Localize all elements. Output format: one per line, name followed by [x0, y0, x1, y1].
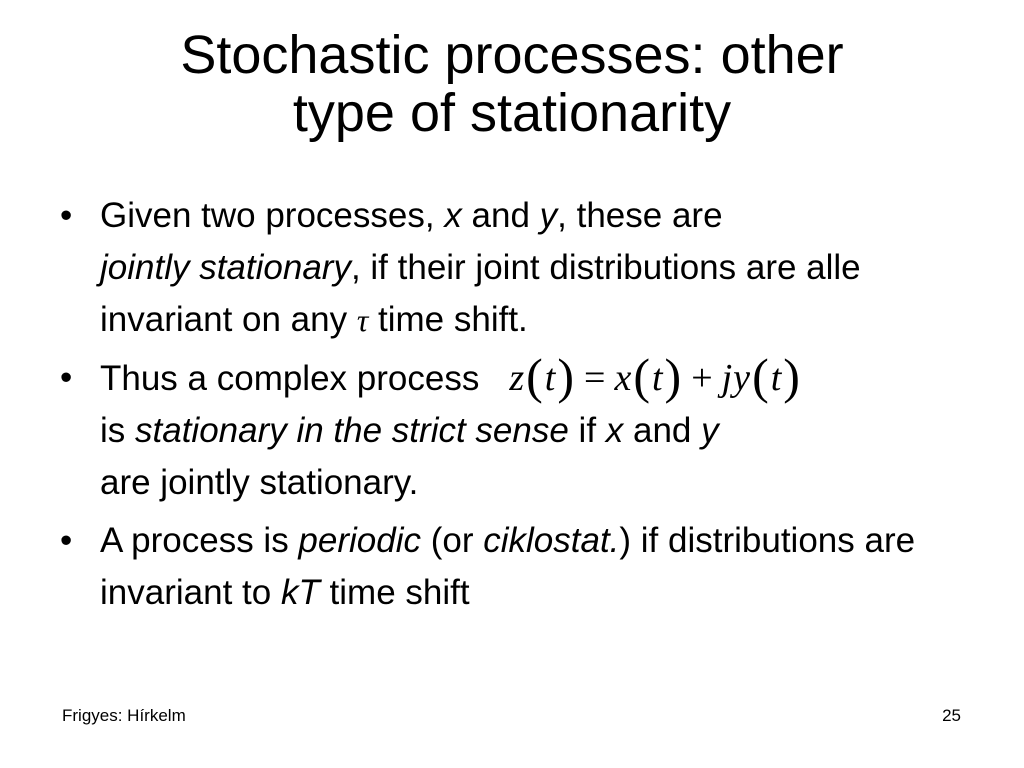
bullet-icon: •	[60, 521, 73, 560]
footer-author: Frigyes: Hírkelm	[62, 706, 186, 725]
text-segment: time shift	[319, 573, 470, 612]
title-line-2: type of stationarity	[292, 83, 732, 143]
bullet-icon: •	[60, 196, 73, 235]
text-segment: time shift.	[368, 300, 528, 339]
title-line-1: Stochastic processes: other	[180, 25, 844, 85]
text-segment: if	[568, 411, 606, 450]
slide-title	[60, 26, 964, 142]
var-tau: τ	[356, 302, 369, 338]
bullet-item-complex-process	[58, 348, 958, 509]
equation-complex-process	[509, 348, 802, 404]
eq-t: t	[544, 357, 557, 399]
text-segment: and	[623, 411, 702, 450]
var-kt: kT	[280, 573, 320, 612]
eq-jy: jy	[721, 357, 752, 399]
eq-paren: (	[633, 348, 651, 404]
eq-paren: )	[783, 348, 801, 404]
term-jointly-stationary: jointly stationary	[100, 248, 351, 287]
eq-paren: )	[664, 348, 683, 404]
var-y: y	[701, 411, 719, 450]
bullet-icon: •	[60, 358, 73, 397]
eq-t: t	[651, 357, 664, 399]
var-x: x	[444, 196, 462, 235]
var-y: y	[539, 196, 558, 235]
eq-paren: (	[752, 348, 770, 404]
bullet-list	[58, 190, 958, 625]
eq-plus: +	[691, 357, 714, 399]
eq-t: t	[770, 357, 783, 399]
text-segment: , if their joint distributions are alle invariant on any	[100, 248, 861, 339]
text-segment: Given two processes,	[100, 196, 445, 235]
text-segment: and	[461, 196, 540, 235]
text-segment: is	[100, 411, 135, 450]
bullet-item-joint-stationarity	[58, 190, 958, 346]
text-segment: are jointly stationary.	[100, 463, 419, 502]
text-segment: , these are	[557, 196, 723, 235]
text-segment: ) if distributions are invariant to	[100, 521, 916, 612]
page-number: 25	[942, 706, 961, 725]
text-segment: Thus a complex process	[100, 359, 480, 398]
term-ciklostat: ciklostat.	[483, 521, 620, 560]
term-periodic: periodic	[298, 521, 421, 560]
eq-z: z	[509, 357, 526, 399]
text-segment: A process is	[100, 521, 299, 560]
term-strict-sense: stationary in the strict sense	[135, 411, 569, 450]
eq-paren: )	[557, 348, 575, 404]
bullet-item-periodic	[58, 515, 958, 619]
eq-x: x	[614, 357, 633, 399]
var-x: x	[605, 411, 624, 450]
eq-equals: =	[584, 357, 607, 399]
text-segment: (or	[421, 521, 484, 560]
eq-paren: (	[526, 348, 544, 404]
